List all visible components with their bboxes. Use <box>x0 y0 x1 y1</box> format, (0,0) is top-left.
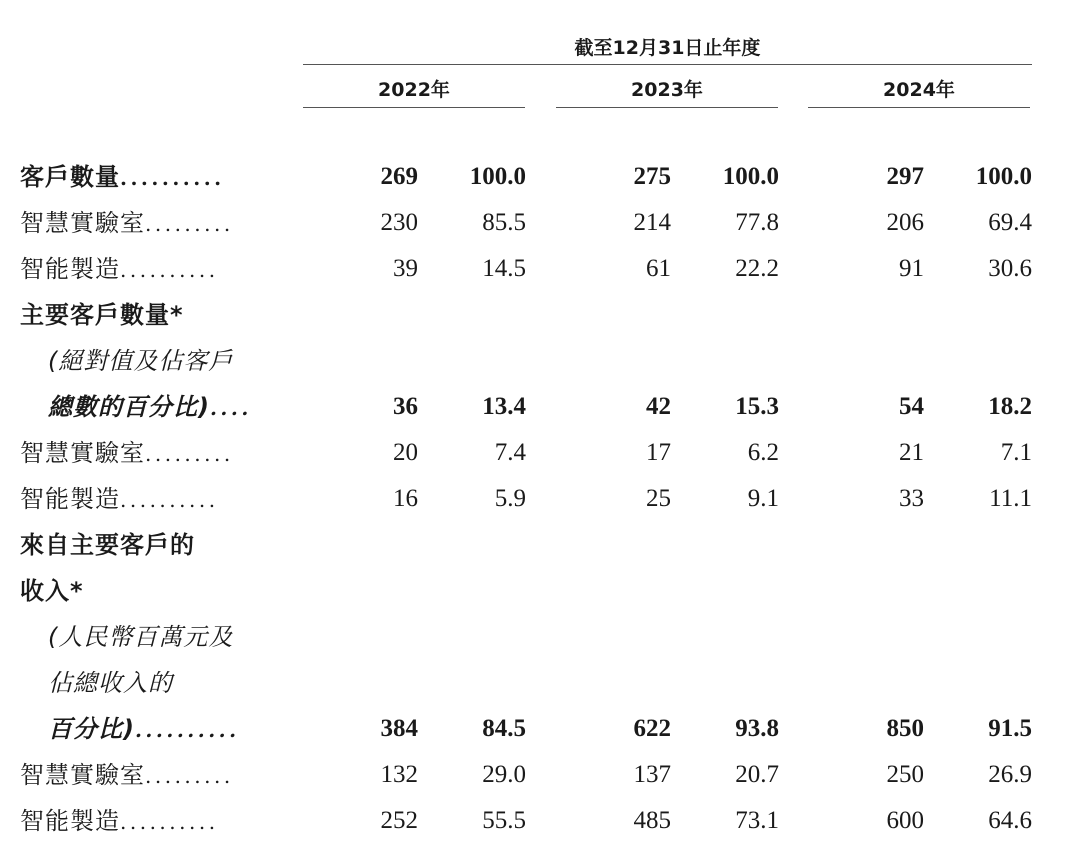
leader-dots: .... <box>209 396 252 420</box>
row-label-text: 智能製造 <box>20 255 120 283</box>
count-cell: 25 <box>646 485 671 512</box>
count-cell: 61 <box>646 255 671 282</box>
percent-cell: 9.1 <box>747 485 779 512</box>
count-cell: 485 <box>633 807 671 834</box>
count-cell: 132 <box>380 761 418 788</box>
percent-cell: 26.9 <box>988 761 1032 788</box>
leader-dots: ......... <box>145 764 234 788</box>
period-header: 截至12月31日止年度 <box>303 32 1032 65</box>
row-label <box>20 154 225 200</box>
row-label <box>48 706 240 752</box>
count-cell: 39 <box>393 255 418 282</box>
percent-cell: 6.2 <box>747 439 779 466</box>
table-row <box>0 384 1080 430</box>
percent-cell: 73.1 <box>735 807 779 834</box>
percent-cell: 64.6 <box>988 807 1032 834</box>
row-label-text: (人民幣百萬元及 <box>48 623 234 651</box>
leader-dots: .......... <box>120 488 219 512</box>
row-label-text: 智慧實驗室 <box>20 209 145 237</box>
table-row <box>0 798 1080 844</box>
row-label-text: 智慧實驗室 <box>20 439 145 467</box>
year-header-2022: 2022年 <box>303 74 525 108</box>
percent-cell: 84.5 <box>482 715 526 742</box>
percent-cell: 91.5 <box>988 715 1032 742</box>
table-row <box>0 568 1080 614</box>
leader-dots: ......... <box>145 442 234 466</box>
leader-dots: .......... <box>120 810 219 834</box>
percent-cell: 85.5 <box>482 209 526 236</box>
count-cell: 230 <box>380 209 418 236</box>
count-cell: 275 <box>633 163 671 190</box>
percent-cell: 13.4 <box>482 393 526 420</box>
row-label-text: 來自主要客戶的 <box>20 531 195 559</box>
percent-cell: 55.5 <box>482 807 526 834</box>
count-cell: 252 <box>380 807 418 834</box>
percent-cell: 5.9 <box>494 485 526 512</box>
percent-cell: 18.2 <box>988 393 1032 420</box>
row-label-text: 客戶數量 <box>20 163 120 191</box>
percent-cell: 7.1 <box>1000 439 1032 466</box>
row-label <box>20 522 195 568</box>
table-row <box>0 476 1080 522</box>
count-cell: 622 <box>633 715 671 742</box>
count-cell: 21 <box>899 439 924 466</box>
year-header-2023: 2023年 <box>556 74 778 108</box>
count-cell: 137 <box>633 761 671 788</box>
row-label-text: (絕對值及佔客戶 <box>48 347 234 375</box>
year-header-2024: 2024年 <box>808 74 1030 108</box>
count-cell: 16 <box>393 485 418 512</box>
leader-dots: .......... <box>120 166 225 190</box>
count-cell: 269 <box>380 163 418 190</box>
row-label-text: 智能製造 <box>20 485 120 513</box>
row-label-text: 百分比) <box>48 715 135 743</box>
table-row <box>0 430 1080 476</box>
percent-cell: 22.2 <box>735 255 779 282</box>
row-label-text: 智慧實驗室 <box>20 761 145 789</box>
percent-cell: 29.0 <box>482 761 526 788</box>
leader-dots: .......... <box>120 258 219 282</box>
row-label <box>20 292 184 338</box>
row-label <box>48 384 252 430</box>
row-label <box>20 568 84 614</box>
row-label-text: 收入* <box>20 577 84 605</box>
count-cell: 250 <box>886 761 924 788</box>
count-cell: 384 <box>380 715 418 742</box>
count-cell: 17 <box>646 439 671 466</box>
row-label-text: 主要客戶數量* <box>20 301 184 329</box>
percent-cell: 77.8 <box>735 209 779 236</box>
count-cell: 42 <box>646 393 671 420</box>
row-label <box>20 430 234 476</box>
percent-cell: 100.0 <box>722 163 779 190</box>
percent-cell: 15.3 <box>735 393 779 420</box>
row-label <box>48 614 233 660</box>
percent-cell: 11.1 <box>989 485 1032 512</box>
count-cell: 297 <box>886 163 924 190</box>
table-row <box>0 660 1080 706</box>
count-cell: 36 <box>393 393 418 420</box>
table-row <box>0 752 1080 798</box>
row-label <box>20 476 219 522</box>
count-cell: 206 <box>886 209 924 236</box>
count-cell: 850 <box>886 715 924 742</box>
percent-cell: 93.8 <box>735 715 779 742</box>
row-label <box>48 338 233 384</box>
count-cell: 33 <box>899 485 924 512</box>
row-label <box>20 798 219 844</box>
count-cell: 20 <box>393 439 418 466</box>
leader-dots: ......... <box>145 212 234 236</box>
table-row <box>0 154 1080 200</box>
count-cell: 214 <box>633 209 671 236</box>
row-label <box>20 246 219 292</box>
percent-cell: 100.0 <box>469 163 526 190</box>
table-row <box>0 338 1080 384</box>
table-row <box>0 200 1080 246</box>
table-row <box>0 706 1080 752</box>
count-cell: 91 <box>899 255 924 282</box>
count-cell: 600 <box>886 807 924 834</box>
table-row <box>0 614 1080 660</box>
row-label <box>48 660 173 706</box>
percent-cell: 20.7 <box>735 761 779 788</box>
row-label-text: 智能製造 <box>20 807 120 835</box>
table-row <box>0 246 1080 292</box>
percent-cell: 14.5 <box>482 255 526 282</box>
table-row <box>0 522 1080 568</box>
row-label <box>20 752 234 798</box>
percent-cell: 100.0 <box>975 163 1032 190</box>
table-row <box>0 292 1080 338</box>
row-label-text: 總數的百分比) <box>48 393 210 421</box>
percent-cell: 7.4 <box>494 439 526 466</box>
percent-cell: 69.4 <box>988 209 1032 236</box>
row-label-text: 佔總收入的 <box>48 669 173 697</box>
leader-dots: .......... <box>134 718 240 742</box>
count-cell: 54 <box>899 393 924 420</box>
percent-cell: 30.6 <box>988 255 1032 282</box>
row-label <box>20 200 234 246</box>
